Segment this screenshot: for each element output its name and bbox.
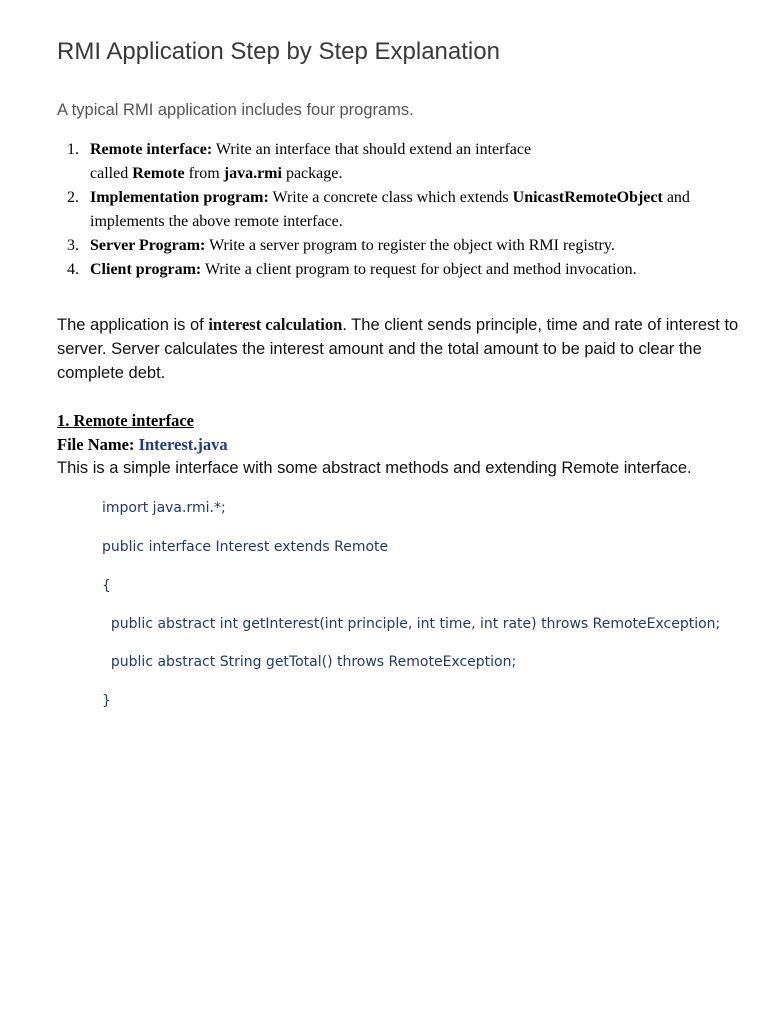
application-paragraph (57, 313, 747, 385)
list-item (57, 234, 762, 258)
step-keyword: UnicastRemoteObject (512, 189, 663, 206)
section-heading: 1. Remote interface (57, 411, 194, 430)
list-number: 3. (67, 237, 79, 254)
list-item (57, 186, 762, 234)
list-number: 1. (67, 141, 79, 158)
step-text: Write a client program to request for object and method invocation. (201, 261, 637, 278)
step-label: Implementation program: (90, 189, 269, 206)
list-number: 4. (67, 261, 79, 278)
file-name-label: File Name: (57, 435, 139, 454)
step-label: Remote interface: (90, 141, 213, 158)
list-number: 2. (67, 189, 79, 206)
code-line: } (102, 693, 111, 709)
paragraph-text: The application is of (57, 316, 209, 334)
list-item (57, 258, 762, 282)
code-line: public abstract String getTotal() throws RemoteException; (102, 654, 517, 670)
code-line: public interface Interest extends Remote (102, 539, 389, 555)
paragraph-keyword: interest calculation (208, 315, 343, 334)
steps-list (57, 138, 762, 282)
page-title: RMI Application Step by Step Explanation (57, 38, 500, 65)
file-name-line (57, 435, 228, 455)
step-text: Write a server program to register the object with RMI registry. (205, 237, 615, 254)
file-name: Interest.java (138, 435, 228, 454)
intro-text: A typical RMI application includes four programs. (57, 101, 414, 119)
step-text: from (184, 165, 224, 182)
step-keyword: Remote (132, 165, 185, 182)
code-line: public abstract int getInterest(int principle, int time, int rate) throws RemoteException; (102, 616, 721, 632)
step-keyword: java.rmi (223, 165, 282, 182)
list-item (57, 138, 762, 186)
step-text: called (90, 165, 133, 182)
code-line: { (102, 578, 111, 594)
step-text: package. (281, 165, 343, 182)
step-text: Write an interface that should extend an interface (212, 141, 532, 158)
step-label: Server Program: (90, 237, 206, 254)
code-line: import java.rmi.*; (102, 500, 226, 516)
step-label: Client program: (90, 261, 202, 278)
step-text: Write a concrete class which extends (268, 189, 513, 206)
paragraph-text: . The client sends principle, time and rate of interest to server. Server calculates the interest amount and the total amount to be paid to clear the complete debt. (57, 316, 739, 382)
step-text: and implements the above remote interface. (90, 189, 690, 230)
section-description: This is a simple interface with some abstract methods and extending Remote interface. (57, 459, 692, 477)
